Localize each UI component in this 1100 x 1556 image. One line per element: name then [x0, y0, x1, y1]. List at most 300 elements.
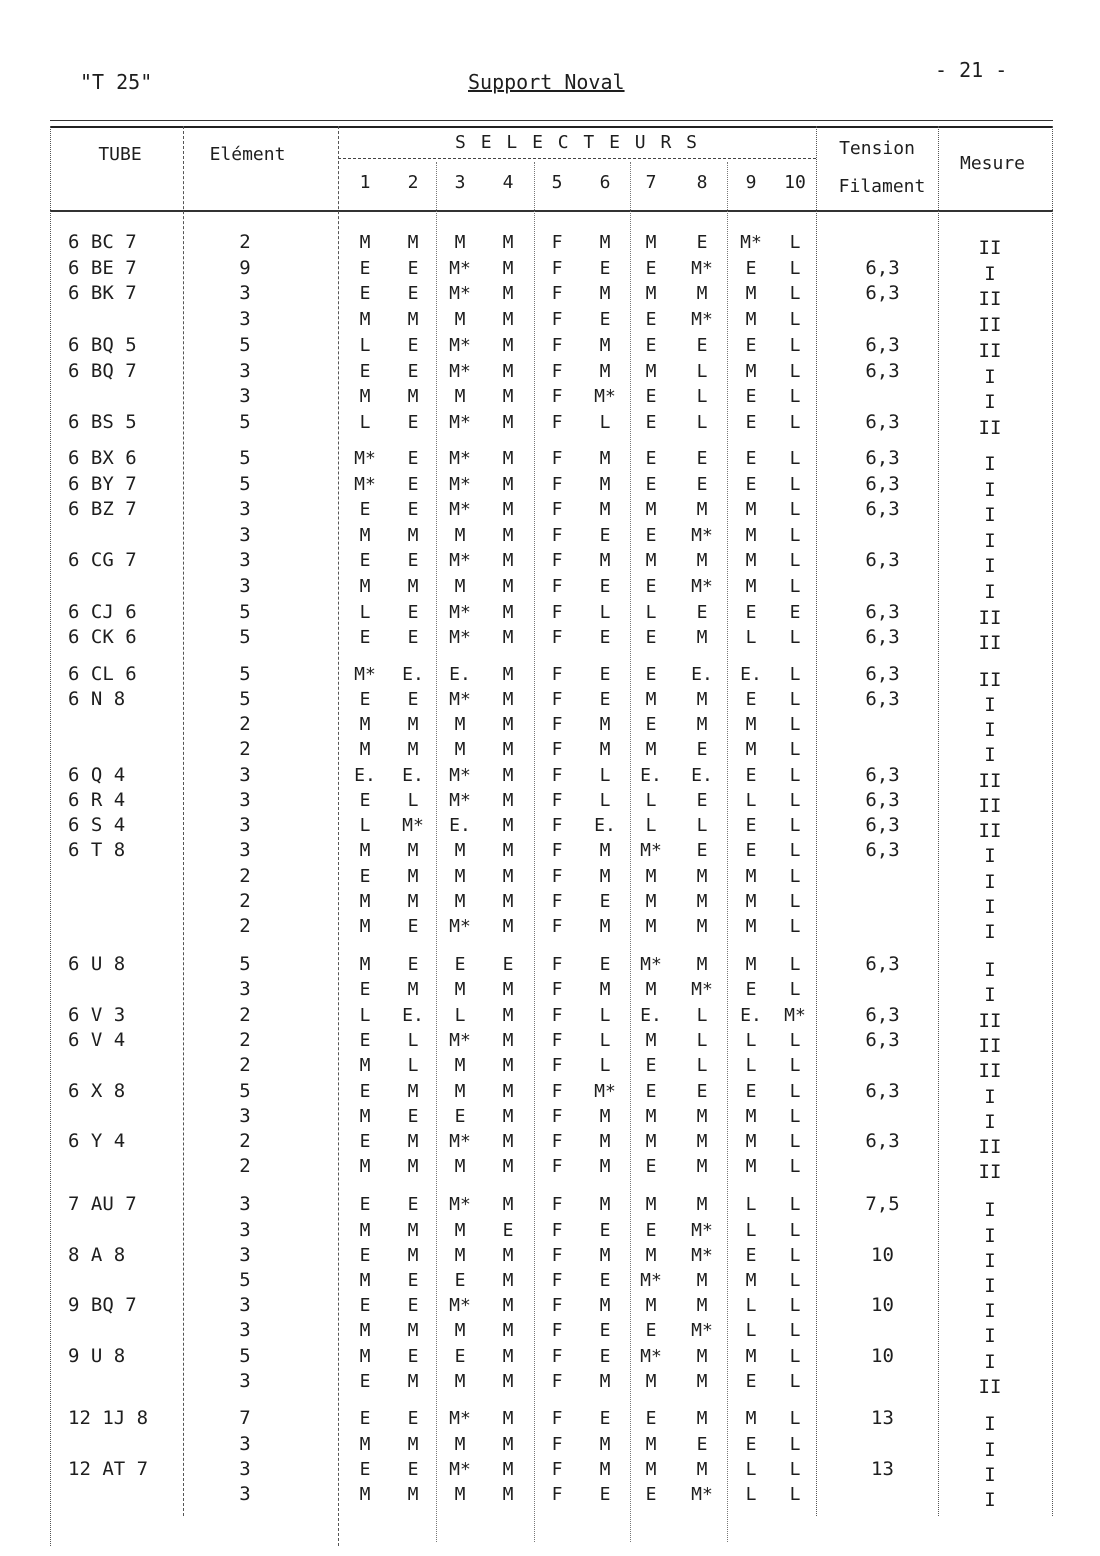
selector-number-3: 3: [454, 172, 466, 193]
selector-cell: M: [645, 1030, 657, 1051]
selector-cell: M: [696, 550, 708, 571]
selector-cell: M: [502, 283, 514, 304]
selector-cell: M: [745, 714, 757, 735]
selector-cell: M: [407, 1220, 419, 1241]
selector-cell: M: [359, 714, 371, 735]
tension-cell: [845, 1104, 920, 1129]
selector-cell: L: [789, 866, 801, 887]
mesure-cell: I: [984, 366, 996, 388]
selector-cell: L: [789, 1320, 801, 1341]
selector-cell: M: [407, 1320, 419, 1341]
selector-cell: M*: [691, 1245, 713, 1266]
selector-cell: M: [745, 283, 757, 304]
selector-cell: M*: [691, 1220, 713, 1241]
selector-cell: E: [454, 954, 466, 975]
mesure-cell: I: [984, 453, 996, 475]
tension-cell: [845, 1053, 920, 1078]
selector-cell: E: [645, 1081, 657, 1102]
selector-cell: M: [502, 1295, 514, 1316]
selector-cell: E: [359, 866, 371, 887]
selector-cell: L: [359, 335, 371, 356]
element-cell: 2: [239, 1004, 251, 1026]
selector-cell: E.: [402, 765, 424, 786]
selector-cell: E: [407, 448, 419, 469]
selector-cell: E: [599, 891, 611, 912]
tube-cell: [68, 889, 178, 914]
selector-cell: M*: [691, 309, 713, 330]
tension-cell: [845, 737, 920, 762]
selector-cell: E: [407, 1106, 419, 1127]
element-cell: 3: [239, 1370, 251, 1392]
selector-cell: M: [359, 916, 371, 937]
selector-cell: L: [407, 790, 419, 811]
tube-cell: [68, 1268, 178, 1293]
selector-cell: M: [502, 1320, 514, 1341]
selector-cell: M*: [354, 474, 376, 495]
selector-cell: M*: [449, 448, 471, 469]
selector-cell: M: [502, 1156, 514, 1177]
mesure-cell: II: [978, 632, 1002, 654]
selector-cell: E: [745, 602, 757, 623]
selector-cell: M: [454, 1371, 466, 1392]
selector-cell: M: [454, 525, 466, 546]
selector-cell: L: [696, 361, 708, 382]
selector-cell: E: [645, 576, 657, 597]
selector-number-6: 6: [599, 172, 611, 193]
col-header-mesure: Mesure: [959, 153, 1026, 174]
selector-cell: L: [789, 1484, 801, 1505]
selector-cell: E: [745, 1245, 757, 1266]
tension-cell: 6,3: [865, 473, 900, 495]
tube-cell: [68, 914, 178, 939]
selector-cell: E: [599, 309, 611, 330]
mesure-cell: I: [984, 871, 996, 893]
selector-cell: M: [454, 1434, 466, 1455]
selector-cell: M*: [449, 499, 471, 520]
selector-cell: M: [407, 309, 419, 330]
selector-cell: E: [599, 1270, 611, 1291]
selector-cell: M: [407, 866, 419, 887]
selector-cell: L: [599, 602, 611, 623]
selector-cell: L: [789, 258, 801, 279]
selector-cell: M: [696, 1156, 708, 1177]
selector-cell: F: [551, 499, 563, 520]
selector-cell: E: [745, 258, 757, 279]
selector-cell: M*: [449, 335, 471, 356]
selector-cell: L: [789, 1081, 801, 1102]
selector-cell: L: [599, 412, 611, 433]
selector-cell: E: [645, 448, 657, 469]
selector-cell: L: [789, 815, 801, 836]
selector-cell: E: [407, 1295, 419, 1316]
selector-cell: E.: [402, 664, 424, 685]
selector-cell: M: [645, 689, 657, 710]
selector-cell: L: [359, 602, 371, 623]
selector-cell: E: [359, 1194, 371, 1215]
selector-cell: L: [789, 664, 801, 685]
tube-cell: [68, 737, 178, 762]
element-cell: 5: [239, 1345, 251, 1367]
selector-cell: M: [645, 1106, 657, 1127]
selector-cell: M: [502, 1131, 514, 1152]
selector-cell: M: [359, 1055, 371, 1076]
element-cell: 3: [239, 524, 251, 546]
selector-cell: E: [359, 1030, 371, 1051]
selector-cell: E.: [402, 1005, 424, 1026]
element-cell: 9: [239, 257, 251, 279]
selector-cell: E: [407, 335, 419, 356]
mesure-cell: I: [984, 479, 996, 501]
selector-cell: L: [789, 1055, 801, 1076]
selector-cell: M: [502, 1081, 514, 1102]
tension-cell: 6,3: [865, 1130, 900, 1152]
selector-number-10: 10: [784, 172, 806, 193]
mesure-cell: I: [984, 845, 996, 867]
tension-cell: 7,5: [865, 1193, 900, 1215]
element-cell: 2: [239, 1130, 251, 1152]
selector-cell: M: [599, 550, 611, 571]
selector-cell: M: [502, 412, 514, 433]
selector-cell: E: [645, 627, 657, 648]
selector-cell: M*: [449, 258, 471, 279]
selector-cell: M: [745, 1408, 757, 1429]
top-rule: [50, 120, 1053, 121]
selecteurs-underline: [338, 158, 816, 159]
tension-cell: 6,3: [865, 1004, 900, 1026]
tension-cell: [845, 1218, 920, 1243]
selector-cell: L: [599, 765, 611, 786]
selector-cell: F: [551, 525, 563, 546]
selector-cell: E: [696, 232, 708, 253]
selector-cell: E: [359, 1459, 371, 1480]
element-cell: 2: [239, 915, 251, 937]
selector-cell: F: [551, 550, 563, 571]
selector-cell: E: [745, 840, 757, 861]
selector-cell: L: [789, 335, 801, 356]
selector-cell: L: [789, 979, 801, 1000]
selector-cell: E: [359, 790, 371, 811]
selector-cell: M: [502, 232, 514, 253]
selector-cell: F: [551, 840, 563, 861]
tube-cell: 6 Q 4: [68, 764, 126, 786]
selector-cell: F: [551, 474, 563, 495]
mesure-cell: I: [984, 744, 996, 766]
selector-cell: E: [407, 689, 419, 710]
tube-cell: 12 1J 8: [68, 1407, 149, 1429]
selector-cell: F: [551, 866, 563, 887]
selector-cell: L: [789, 283, 801, 304]
selector-cell: M: [599, 1106, 611, 1127]
sel-divider-4-5: [534, 162, 535, 1542]
selector-cell: M*: [691, 525, 713, 546]
selector-cell: M: [407, 576, 419, 597]
selector-cell: E: [407, 258, 419, 279]
selector-cell: F: [551, 1320, 563, 1341]
selector-cell: M: [599, 232, 611, 253]
selector-cell: L: [745, 627, 757, 648]
tube-cell: 6 BZ 7: [68, 498, 137, 520]
selector-cell: L: [789, 1270, 801, 1291]
element-cell: 2: [239, 865, 251, 887]
element-cell: 5: [239, 663, 251, 685]
selector-cell: L: [599, 790, 611, 811]
mesure-cell: I: [984, 391, 996, 413]
selector-cell: E: [645, 1320, 657, 1341]
selector-cell: M: [502, 386, 514, 407]
selector-cell: F: [551, 979, 563, 1000]
selector-cell: M*: [449, 1459, 471, 1480]
selector-cell: M: [696, 1194, 708, 1215]
mesure-cell: I: [984, 1275, 996, 1297]
selector-cell: L: [789, 474, 801, 495]
selector-cell: L: [789, 739, 801, 760]
selector-cell: M*: [449, 361, 471, 382]
element-cell: 3: [239, 789, 251, 811]
selector-cell: M*: [449, 602, 471, 623]
selector-cell: M: [645, 361, 657, 382]
selector-cell: E: [789, 602, 801, 623]
selector-cell: F: [551, 1408, 563, 1429]
selector-cell: M: [745, 1270, 757, 1291]
selector-cell: M: [599, 474, 611, 495]
selector-cell: M*: [449, 1194, 471, 1215]
mesure-cell: II: [978, 1161, 1002, 1183]
mesure-cell: II: [978, 1060, 1002, 1082]
element-cell: 3: [239, 1433, 251, 1455]
selector-cell: F: [551, 1346, 563, 1367]
selector-cell: M: [359, 1156, 371, 1177]
col-divider-tube: [183, 126, 184, 1516]
tension-cell: 6,3: [865, 257, 900, 279]
selector-cell: M: [599, 1459, 611, 1480]
selector-cell: L: [745, 790, 757, 811]
selector-cell: M: [745, 576, 757, 597]
selector-cell: M: [599, 979, 611, 1000]
selector-cell: M*: [354, 448, 376, 469]
selector-cell: M: [645, 499, 657, 520]
tube-cell: [68, 1218, 178, 1243]
tube-cell: [68, 574, 178, 599]
element-cell: 3: [239, 575, 251, 597]
selector-cell: L: [359, 1005, 371, 1026]
selector-cell: M*: [449, 790, 471, 811]
selector-cell: M: [696, 1408, 708, 1429]
tension-cell: 6,3: [865, 334, 900, 356]
selector-cell: M: [502, 1055, 514, 1076]
selector-cell: M: [645, 866, 657, 887]
selector-cell: E: [645, 1156, 657, 1177]
selector-cell: L: [789, 448, 801, 469]
selector-cell: M: [599, 1131, 611, 1152]
selector-cell: M*: [449, 1295, 471, 1316]
selector-cell: F: [551, 412, 563, 433]
selector-cell: E: [359, 1131, 371, 1152]
selector-cell: M: [359, 1320, 371, 1341]
doc-code: "T 25": [80, 70, 153, 94]
tube-cell: 8 A 8: [68, 1244, 126, 1266]
tension-cell: 10: [871, 1345, 894, 1367]
selector-cell: M: [454, 739, 466, 760]
selector-cell: E: [407, 1194, 419, 1215]
selector-cell: E: [407, 412, 419, 433]
selector-cell: E: [359, 1408, 371, 1429]
element-cell: 3: [239, 978, 251, 1000]
mesure-cell: II: [978, 1376, 1002, 1398]
selector-cell: E: [359, 1295, 371, 1316]
element-cell: 3: [239, 360, 251, 382]
selector-cell: M: [645, 1459, 657, 1480]
selector-cell: M: [454, 840, 466, 861]
tube-cell: 6 BC 7: [68, 231, 137, 253]
top-rule-double: [50, 126, 1053, 128]
tube-cell: 6 N 8: [68, 688, 126, 710]
selector-cell: M: [454, 979, 466, 1000]
selector-cell: E: [745, 689, 757, 710]
mesure-cell: II: [978, 795, 1002, 817]
tension-cell: 6,3: [865, 549, 900, 571]
selector-cell: M: [645, 1434, 657, 1455]
selector-cell: M: [454, 1081, 466, 1102]
selector-cell: E: [599, 1408, 611, 1429]
selector-cell: M*: [449, 1408, 471, 1429]
tube-cell: [68, 1432, 178, 1457]
selector-cell: E: [645, 664, 657, 685]
element-cell: 3: [239, 1294, 251, 1316]
selector-cell: L: [789, 412, 801, 433]
selector-cell: E: [645, 1220, 657, 1241]
selector-cell: E: [359, 361, 371, 382]
selector-cell: L: [599, 1055, 611, 1076]
selector-cell: E: [599, 954, 611, 975]
element-cell: 3: [239, 308, 251, 330]
selector-cell: M: [745, 309, 757, 330]
selector-cell: M: [502, 361, 514, 382]
mesure-cell: I: [984, 1464, 996, 1486]
selector-cell: M: [502, 664, 514, 685]
element-cell: 3: [239, 498, 251, 520]
element-cell: 3: [239, 1219, 251, 1241]
tube-cell: 6 S 4: [68, 814, 126, 836]
selector-cell: L: [789, 1194, 801, 1215]
header-bottom-rule: [50, 210, 1053, 212]
tube-cell: 6 CL 6: [68, 663, 137, 685]
selector-cell: M: [407, 232, 419, 253]
tension-cell: 6,3: [865, 663, 900, 685]
selector-cell: F: [551, 815, 563, 836]
element-cell: 5: [239, 411, 251, 433]
selector-cell: M: [599, 714, 611, 735]
selector-cell: E: [407, 1459, 419, 1480]
selector-cell: L: [789, 1220, 801, 1241]
selector-cell: E: [745, 1081, 757, 1102]
selector-cell: M*: [691, 979, 713, 1000]
mesure-cell: II: [978, 417, 1002, 439]
selector-cell: E: [407, 550, 419, 571]
selector-cell: F: [551, 1270, 563, 1291]
col-header-tension: Tension: [839, 138, 915, 159]
selector-cell: M: [502, 1408, 514, 1429]
selector-cell: E.: [691, 765, 713, 786]
selector-cell: M: [645, 232, 657, 253]
selector-cell: E: [645, 474, 657, 495]
selector-cell: F: [551, 576, 563, 597]
selector-cell: M: [696, 866, 708, 887]
selector-cell: E: [599, 664, 611, 685]
selector-cell: M: [454, 1484, 466, 1505]
tension-cell: [845, 574, 920, 599]
selector-cell: L: [745, 1484, 757, 1505]
selector-cell: M: [696, 1459, 708, 1480]
selector-cell: F: [551, 1106, 563, 1127]
selector-cell: M: [502, 448, 514, 469]
tube-cell: 6 BY 7: [68, 473, 137, 495]
selector-cell: F: [551, 258, 563, 279]
selector-cell: F: [551, 1081, 563, 1102]
selector-cell: M: [359, 309, 371, 330]
selector-cell: E: [359, 283, 371, 304]
selector-cell: M*: [640, 1346, 662, 1367]
selector-cell: M: [407, 525, 419, 546]
element-cell: 3: [239, 814, 251, 836]
selector-cell: M: [359, 1220, 371, 1241]
selector-cell: L: [789, 309, 801, 330]
selector-cell: M: [359, 954, 371, 975]
selector-cell: L: [789, 891, 801, 912]
selector-cell: E: [407, 1408, 419, 1429]
selector-cell: E: [645, 1484, 657, 1505]
selector-cell: M: [359, 576, 371, 597]
selector-cell: L: [789, 1346, 801, 1367]
selector-cell: M*: [449, 916, 471, 937]
element-cell: 3: [239, 1105, 251, 1127]
selector-cell: M: [502, 602, 514, 623]
selector-cell: E: [407, 283, 419, 304]
page-title: Support Noval: [468, 70, 625, 94]
selector-cell: M: [745, 891, 757, 912]
tension-cell: 10: [871, 1294, 894, 1316]
selector-cell: M*: [640, 1270, 662, 1291]
selector-cell: E: [645, 412, 657, 433]
tension-cell: 6,3: [865, 360, 900, 382]
selector-cell: M: [502, 689, 514, 710]
table-right-border: [1052, 126, 1053, 1516]
selector-cell: F: [551, 739, 563, 760]
selector-cell: M: [359, 840, 371, 861]
selector-cell: M: [502, 258, 514, 279]
selector-cell: M: [502, 866, 514, 887]
selector-cell: E: [745, 815, 757, 836]
tension-cell: [845, 1268, 920, 1293]
element-cell: 2: [239, 738, 251, 760]
tube-cell: 6 R 4: [68, 789, 126, 811]
selector-cell: M: [359, 739, 371, 760]
selector-cell: E: [359, 258, 371, 279]
selector-cell: L: [745, 1459, 757, 1480]
selector-cell: E: [696, 739, 708, 760]
element-cell: 3: [239, 764, 251, 786]
selector-cell: L: [789, 1131, 801, 1152]
mesure-cell: I: [984, 1111, 996, 1133]
selector-cell: L: [789, 954, 801, 975]
selector-cell: M: [696, 714, 708, 735]
selector-cell: E: [599, 258, 611, 279]
selector-cell: M: [502, 840, 514, 861]
mesure-cell: I: [984, 1300, 996, 1322]
selector-cell: E: [359, 499, 371, 520]
selector-cell: M: [407, 891, 419, 912]
selector-cell: L: [789, 499, 801, 520]
tension-cell: 6,3: [865, 789, 900, 811]
